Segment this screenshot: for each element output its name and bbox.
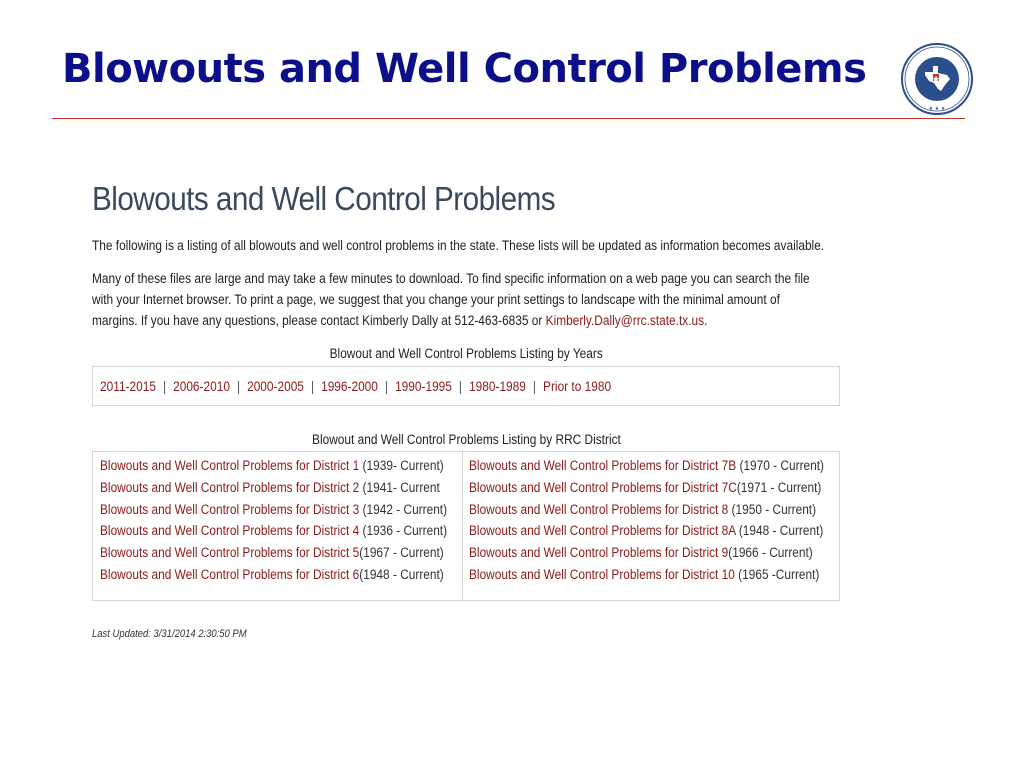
list-item bbox=[469, 567, 824, 589]
districts-caption: Blowout and Well Control Problems Listing by RRC District bbox=[311, 432, 621, 447]
instructions-text: Many of these files are large and may take a few minutes to download. To find specific information on a web page you can search the file with your Internet browser. To print a page, we suggest that you change your print settings to landscape with the minimal amount of margins. If you have any questions, please contact Kimberly Dally at 512-463-6835 or bbox=[92, 271, 810, 328]
district-5-link[interactable]: Blowouts and Well Control Problems for District 5 bbox=[100, 545, 360, 561]
district-date-range: (1970 - Current) bbox=[736, 458, 825, 473]
year-link-1996-2000[interactable]: 1996-2000 bbox=[321, 379, 378, 394]
webpage-screenshot bbox=[92, 180, 852, 640]
list-item bbox=[100, 523, 447, 545]
title-underline bbox=[52, 118, 965, 119]
year-link-1980-1989[interactable]: 1980-1989 bbox=[469, 379, 526, 394]
district-date-range: (1941- Current bbox=[359, 479, 440, 495]
slide-title: Blowouts and Well Control Problems bbox=[62, 46, 867, 92]
district-2-link[interactable]: Blowouts and Well Control Problems for District 2 bbox=[100, 479, 360, 495]
district-4-link[interactable]: Blowouts and Well Control Problems for District 4 bbox=[100, 523, 360, 539]
list-item bbox=[100, 458, 447, 480]
district-date-range: (1966 - Current) bbox=[728, 545, 813, 561]
last-updated-text: Last Updated: 3/31/2014 2:30:50 PM bbox=[92, 628, 247, 640]
district-3-link[interactable]: Blowouts and Well Control Problems for District 3 bbox=[100, 501, 360, 517]
list-item bbox=[100, 567, 447, 589]
list-item bbox=[469, 480, 824, 502]
year-link-prior-to-1980[interactable]: Prior to 1980 bbox=[543, 379, 612, 394]
years-caption: Blowout and Well Control Problems Listing by Years bbox=[329, 346, 603, 361]
district-date-range: (1948 - Current) bbox=[735, 523, 824, 539]
list-item bbox=[100, 502, 447, 524]
list-item bbox=[100, 480, 447, 502]
district-date-range: (1967 - Current) bbox=[359, 545, 444, 561]
district-9-link[interactable]: Blowouts and Well Control Problems for District 9 bbox=[469, 545, 729, 561]
year-link-2000-2005[interactable]: 2000-2005 bbox=[247, 379, 304, 394]
list-item bbox=[469, 545, 824, 567]
svg-text:★ ★ ★: ★ ★ ★ bbox=[928, 106, 946, 112]
district-8a-link[interactable]: Blowouts and Well Control Problems for District 8A bbox=[469, 523, 736, 539]
district-6-link[interactable]: Blowouts and Well Control Problems for District 6 bbox=[100, 566, 360, 582]
year-link-2006-2010[interactable]: 2006-2010 bbox=[173, 379, 230, 394]
district-1-link[interactable]: Blowouts and Well Control Problems for District 1 bbox=[100, 458, 360, 473]
list-item bbox=[100, 545, 447, 567]
list-item bbox=[469, 458, 824, 480]
district-date-range: (1939- Current) bbox=[359, 458, 444, 473]
districts-left-column bbox=[100, 458, 494, 589]
district-8-link[interactable]: Blowouts and Well Control Problems for District 8 bbox=[469, 501, 729, 517]
year-link-1990-1995[interactable]: 1990-1995 bbox=[395, 379, 452, 394]
years-links: 2011-2015 | 2006-2010 | 2000-2005 | 1996-2000 | 1990-1995 | 1980-1989 | Prior to 1980 bbox=[100, 379, 612, 394]
district-10-link[interactable]: Blowouts and Well Control Problems for District 10 bbox=[469, 566, 735, 582]
district-date-range: (1971 - Current) bbox=[736, 479, 822, 495]
district-7c-link[interactable]: Blowouts and Well Control Problems for District 7C bbox=[469, 479, 737, 495]
intro-paragraph: The following is a listing of all blowouts and well control problems in the state. These lists will be updated as information becomes available. bbox=[92, 238, 825, 253]
instructions-end: . bbox=[704, 313, 708, 328]
districts-right-column bbox=[469, 458, 872, 589]
district-date-range: (1965 -Current) bbox=[734, 566, 820, 582]
list-item bbox=[469, 502, 824, 524]
list-item bbox=[469, 523, 824, 545]
district-7b-link[interactable]: Blowouts and Well Control Problems for District 7B bbox=[469, 458, 737, 473]
district-date-range: (1950 - Current) bbox=[728, 501, 817, 517]
district-date-range: (1936 - Current) bbox=[359, 523, 448, 539]
districts-table bbox=[92, 451, 840, 601]
district-date-range: (1948 - Current) bbox=[359, 566, 444, 582]
instructions-paragraph bbox=[92, 268, 827, 331]
railroad-commission-seal-icon bbox=[900, 42, 974, 116]
contact-email-link[interactable]: Kimberly.Dally@rrc.state.tx.us bbox=[545, 313, 705, 328]
district-date-range: (1942 - Current) bbox=[359, 501, 448, 517]
years-table bbox=[92, 366, 840, 406]
page-heading: Blowouts and Well Control Problems bbox=[92, 180, 556, 217]
year-link-2011-2015[interactable]: 2011-2015 bbox=[100, 379, 156, 394]
